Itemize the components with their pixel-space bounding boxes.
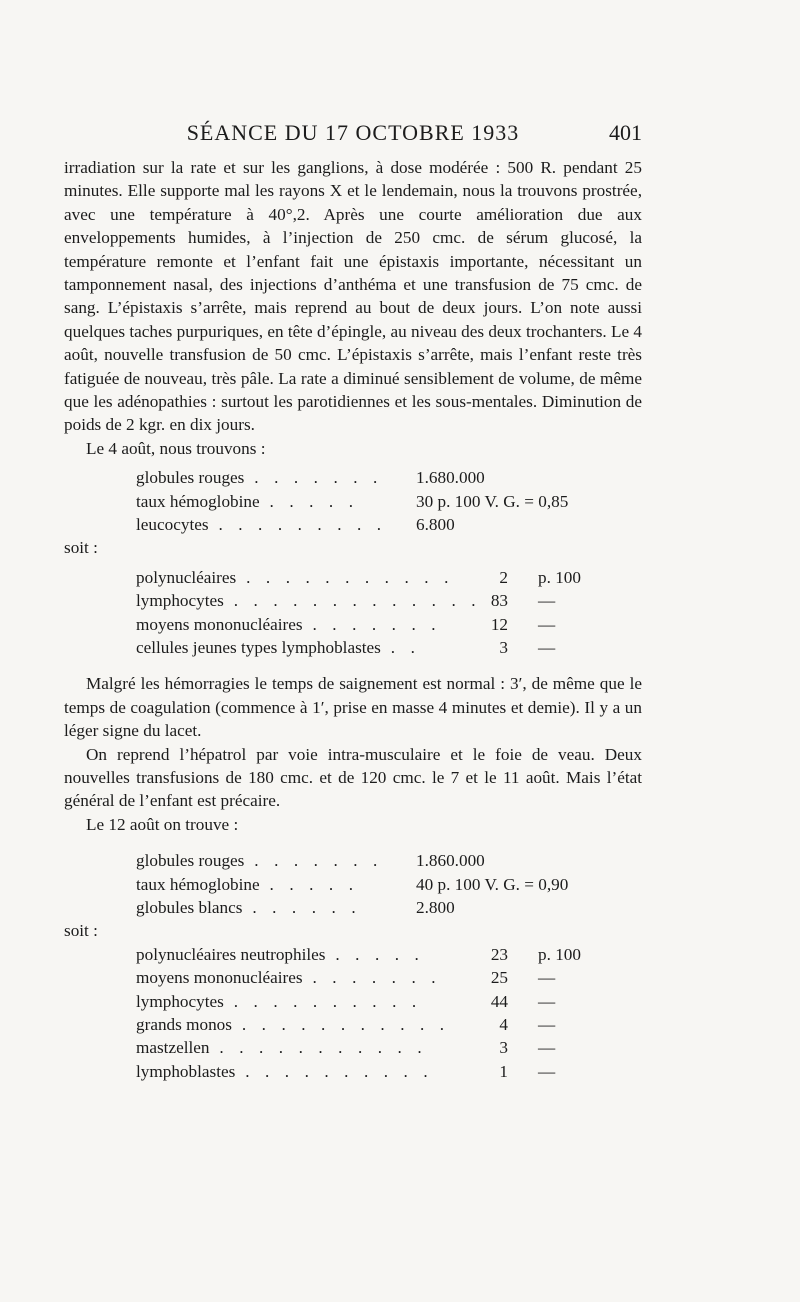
row-unit: p. 100 — [538, 567, 581, 587]
leader-dots: . . . . . . . — [244, 851, 383, 871]
paragraph-hemorragies: Malgré les hémorragies le temps de saignement est normal : 3′, de même que le temps de coagulation (commence à 1′, prise en masse 4 minutes et demie). Il y a un léger signe du lacet. — [64, 674, 642, 741]
leader-dots: . . . . . . . — [302, 614, 442, 634]
row-value: 2.800 — [416, 898, 455, 918]
row-label: cellules jeunes types lymphoblastes . . — [136, 638, 421, 658]
row-label: lymphocytes . . . . . . . . . . — [136, 991, 422, 1011]
row-unit: — — [538, 1014, 556, 1034]
table2-row — [64, 896, 642, 919]
leader-dots: . . . . . . . — [244, 468, 383, 488]
row-value: 44 — [490, 991, 508, 1011]
row-value: 3 — [499, 638, 508, 658]
row-label: moyens mononucléaires . . . . . . . — [136, 968, 442, 988]
row-unit: — — [538, 591, 556, 611]
row-unit: — — [538, 991, 556, 1011]
blood-count-table-1 — [64, 466, 642, 536]
leader-dots: . . . . . . . — [302, 968, 442, 988]
formula2-row — [64, 943, 642, 966]
row-unit: — — [538, 638, 556, 658]
row-value: 83 — [490, 591, 508, 611]
row-unit: — — [538, 968, 556, 988]
row-label: lymphoblastes . . . . . . . . . . — [136, 1061, 434, 1081]
formula2-row — [64, 966, 642, 989]
row-label: globules blancs . . . . . . — [136, 898, 362, 918]
formula1-row — [64, 589, 642, 612]
paragraph-irradiation: irradiation sur la rate et sur les ganglions, à dose modérée : 500 R. pendant 25 minutes. Elle supporte mal les rayons X et le lendemain, nous la trouvons prostrée, avec une température à 40°,2. Après une courte amélioration due aux enveloppements humides, à l’injection de 250 cmc. de sérum glucosé, la température remonte et l’enfant fait une épistaxis importante, nécessitant un tamponnement nasal, des injections d’anthéma et une transfusion de 75 cmc. de sang. L’épistaxis s’arrête, mais reprend au bout de deux jours. L’on note aussi quelques taches purpuriques, en tête d’épingle, au niveau des deux trochanters. Le 4 août, nouvelle transfusion de 50 cmc. L’épistaxis s’arrête, mais l’enfant reste très fatiguée de nouveau, très pâle. La rate a diminué sensiblement de volume, de même que les adénopathies : surtout les parotidiennes et les sous-mentales. Diminution de poids de 2 kgr. en dix jours. — [64, 158, 642, 435]
row-label: taux hémoglobine . . . . . — [136, 491, 359, 511]
body-text — [64, 156, 642, 1083]
leader-dots: . . . . . . . . . . . — [236, 567, 454, 587]
leader-dots: . . . . . . . . . — [208, 515, 387, 535]
leader-dots: . . — [380, 638, 421, 658]
row-label: lymphocytes . . . . . . . . . . . . . — [136, 591, 482, 611]
header-title: SÉANCE DU 17 OCTOBRE 1933 — [186, 120, 520, 145]
paragraph-hepatrol: On reprend l’hépatrol par voie intra-musculaire et le foie de veau. Deux nouvelles transfusions de 180 cmc. et de 120 cmc. le 7 et le 11 août. Mais l’état général de l’enfant est précaire. — [64, 744, 642, 811]
paragraph-le-12-aout: Le 12 août on trouve : — [86, 814, 239, 834]
row-label: moyens mononucléaires . . . . . . . — [136, 614, 442, 634]
row-value: 30 p. 100 V. G. = 0,85 — [416, 491, 569, 511]
soit-label-2: soit : — [64, 921, 98, 941]
row-value: 40 p. 100 V. G. = 0,90 — [416, 874, 569, 894]
leader-dots: . . . . . . — [242, 898, 362, 918]
leader-dots: . . . . . — [259, 874, 359, 894]
row-unit: — — [538, 1038, 556, 1058]
blood-count-table-2 — [64, 849, 642, 919]
formula1-row — [64, 636, 642, 659]
leader-dots: . . . . . — [325, 944, 425, 964]
table2-row — [64, 873, 642, 896]
leader-dots: . . . . . . . . . . . — [209, 1038, 428, 1058]
row-unit: p. 100 — [538, 944, 581, 964]
page-number: 401 — [609, 120, 642, 145]
row-label: polynucléaires neutrophiles . . . . . — [136, 944, 425, 964]
leukocyte-formula-table-2 — [64, 943, 642, 1083]
row-value: 1.680.000 — [416, 468, 485, 488]
row-label: taux hémoglobine . . . . . — [136, 874, 359, 894]
table1-row — [64, 490, 642, 513]
running-header — [64, 120, 642, 150]
row-value: 6.800 — [416, 515, 455, 535]
row-value: 1 — [499, 1061, 508, 1081]
leukocyte-formula-table-1 — [64, 566, 642, 660]
row-label: polynucléaires . . . . . . . . . . . — [136, 567, 454, 587]
row-label: mastzellen . . . . . . . . . . . — [136, 1038, 428, 1058]
row-label: globules rouges . . . . . . . — [136, 851, 383, 871]
formula2-row — [64, 990, 642, 1013]
row-label: leucocytes . . . . . . . . . — [136, 515, 387, 535]
soit-label-1: soit : — [64, 538, 98, 558]
row-value: 25 — [490, 968, 508, 988]
row-unit: — — [538, 1061, 556, 1081]
leader-dots: . . . . . . . . . . — [223, 991, 422, 1011]
formula1-row — [64, 613, 642, 636]
row-value: 23 — [490, 944, 508, 964]
formula1-row — [64, 566, 642, 589]
row-value: 12 — [490, 614, 508, 634]
formula2-row — [64, 1036, 642, 1059]
leader-dots: . . . . . . . . . . — [235, 1061, 434, 1081]
row-unit: — — [538, 614, 556, 634]
table1-row — [64, 513, 642, 536]
row-label: grands monos . . . . . . . . . . . — [136, 1014, 450, 1034]
table1-row — [64, 466, 642, 489]
row-value: 3 — [499, 1038, 508, 1058]
row-value: 2 — [499, 567, 508, 587]
paragraph-le-4-aout: Le 4 août, nous trouvons : — [86, 438, 266, 458]
table2-row — [64, 849, 642, 872]
row-label: globules rouges . . . . . . . — [136, 468, 383, 488]
formula2-row — [64, 1060, 642, 1083]
leader-dots: . . . . . — [259, 491, 359, 511]
formula2-row — [64, 1013, 642, 1036]
row-value: 1.860.000 — [416, 851, 485, 871]
row-value: 4 — [499, 1014, 508, 1034]
leader-dots: . . . . . . . . . . . — [231, 1014, 450, 1034]
leader-dots: . . . . . . . . . . . . . — [223, 591, 482, 611]
